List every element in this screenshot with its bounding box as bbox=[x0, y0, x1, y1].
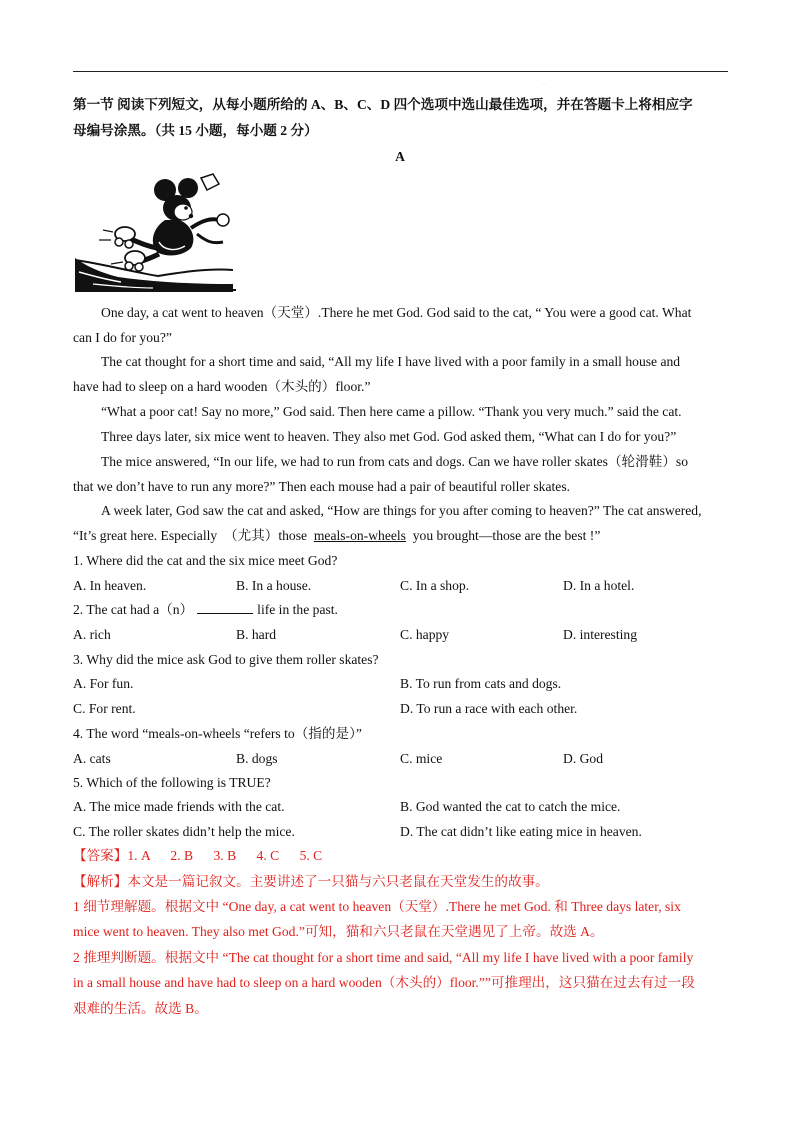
section-heading-line2: 母编号涂黑。（共 15 小题，每小题 2 分） bbox=[73, 123, 318, 138]
analysis-label: 【解析】 bbox=[73, 874, 128, 889]
question-3-stem: 3. Why did the mice ask God to give them roller skates? bbox=[73, 652, 379, 667]
question-2-option-c: C. happy bbox=[400, 627, 450, 642]
passage-p6-text-a: “It’s great here. Especially （尤其）those bbox=[73, 528, 314, 543]
question-2-option-d: D. interesting bbox=[563, 627, 637, 642]
scan-dot: · bbox=[543, 82, 545, 88]
answer-label: 【答案】 bbox=[73, 848, 128, 863]
analysis-q1-line1: 1 细节理解题。根据文中 “One day, a cat went to heaven（天堂）.There he met God. 和 Three days later, six bbox=[73, 899, 681, 914]
passage-p1-line2: can I do for you?” bbox=[73, 330, 172, 345]
passage-p5-line2: that we don’t have to run any more?” Then each mouse had a pair of beautiful roller skates. bbox=[73, 479, 571, 494]
question-2-option-a: A. rich bbox=[73, 627, 111, 642]
question-4-option-b: B. dogs bbox=[236, 751, 278, 766]
question-5-stem: 5. Which of the following is TRUE? bbox=[73, 775, 271, 790]
passage-p6-line1: A week later, God saw the cat and asked, “How are things for you after coming to heaven?” The cat answered, bbox=[101, 503, 702, 518]
question-5-option-b: B. God wanted the cat to catch the mice. bbox=[400, 799, 621, 814]
question-1-option-b: B. In a house. bbox=[236, 578, 312, 593]
question-3-option-a: A. For fun. bbox=[73, 676, 134, 691]
section-heading-line1: 第一节 阅读下列短文，从每小题所给的 A、B、C、D 四个选项中选山最佳选项，并在答题卡上将相应字 bbox=[73, 97, 693, 112]
passage-label: A bbox=[395, 149, 405, 164]
passage-p1-line1: One day, a cat went to heaven（天堂）.There he met God. God said to the cat, “ You were a good cat. What bbox=[101, 305, 692, 320]
analysis-q2-line2: in a small house and have had to sleep on a hard wooden（木头的）floor.””可推理出，这只猫在过去有过一段 bbox=[73, 975, 695, 990]
question-2-stem bbox=[73, 601, 733, 619]
answer-blank bbox=[197, 601, 253, 614]
analysis-intro bbox=[73, 873, 733, 891]
passage-p4: Three days later, six mice went to heaven. They also met God. God asked them, “What can I do for you?” bbox=[101, 429, 677, 444]
question-3-option-b: B. To run from cats and dogs. bbox=[400, 676, 562, 691]
question-3-option-d: D. To run a race with each other. bbox=[400, 701, 578, 716]
analysis-intro-text: 本文是一篇记叙文。主要讲述了一只猫与六只老鼠在天堂发生的故事。 bbox=[127, 874, 549, 889]
cartoon-mouse-on-roller-skates-icon bbox=[73, 172, 238, 294]
question-4-option-a: A. cats bbox=[73, 751, 111, 766]
passage-p6-line2 bbox=[73, 527, 733, 545]
question-2-stem-b: life in the past. bbox=[257, 602, 338, 617]
answer-key bbox=[73, 847, 733, 865]
question-5-option-c: C. The roller skates didn’t help the mice. bbox=[73, 824, 295, 839]
question-3-option-c: C. For rent. bbox=[73, 701, 136, 716]
analysis-q1-line2: mice went to heaven. They also met God.”可知，猫和六只老鼠在天堂遇见了上帝。故选 A。 bbox=[73, 924, 604, 939]
question-5-option-d: D. The cat didn’t like eating mice in heaven. bbox=[400, 824, 642, 839]
analysis-q2-line3: 艰难的生活。故选 B。 bbox=[73, 1001, 208, 1016]
question-2-stem-a: 2. The cat had a（n） bbox=[73, 602, 194, 617]
question-5-option-a: A. The mice made friends with the cat. bbox=[73, 799, 285, 814]
question-2-option-b: B. hard bbox=[236, 627, 277, 642]
passage-p5-line1: The mice answered, “In our life, we had to run from cats and dogs. Can we have roller skates（轮滑鞋）so bbox=[101, 454, 689, 469]
question-1-option-d: D. In a hotel. bbox=[563, 578, 635, 593]
passage-p2-line2: have had to sleep on a hard wooden（木头的）floor.” bbox=[73, 379, 371, 394]
passage-p3: “What a poor cat! Say no more,” God said. Then here came a pillow. “Thank you very much.” said the cat. bbox=[101, 404, 682, 419]
passage-p6-text-b: you brought—those are the best !” bbox=[405, 528, 601, 543]
question-1-option-c: C. In a shop. bbox=[400, 578, 470, 593]
passage-p2-line1: The cat thought for a short time and said, “All my life I have lived with a poor family in a small house and bbox=[101, 354, 681, 369]
header-rule bbox=[73, 71, 728, 72]
meals-on-wheels-term: meals-on-wheels bbox=[313, 528, 406, 543]
answer-values: 1. A 2. B 3. B 4. C 5. C bbox=[127, 848, 323, 863]
question-4-option-d: D. God bbox=[563, 751, 604, 766]
question-1-stem: 1. Where did the cat and the six mice meet God? bbox=[73, 553, 338, 568]
question-4-stem: 4. The word “meals-on-wheels “refers to（指的是）” bbox=[73, 726, 362, 741]
analysis-q2-line1: 2 推理判断题。根据文中 “The cat thought for a short time and said, “All my life I have lived with a poor family bbox=[73, 950, 694, 965]
question-1-option-a: A. In heaven. bbox=[73, 578, 147, 593]
question-4-option-c: C. mice bbox=[400, 751, 443, 766]
